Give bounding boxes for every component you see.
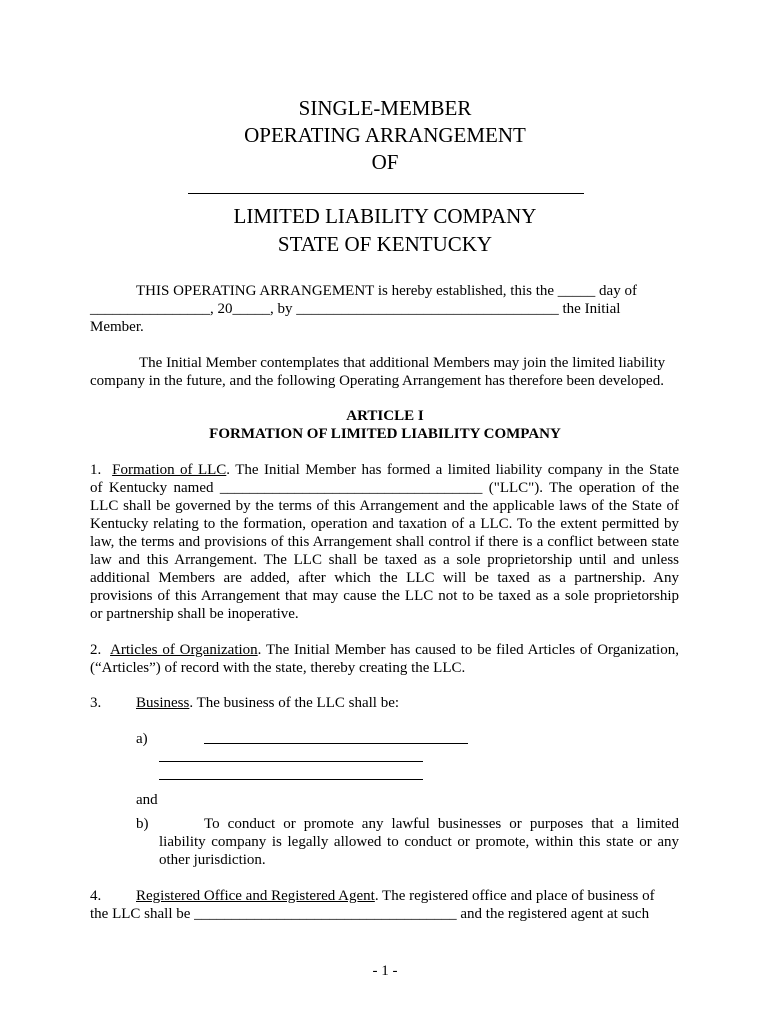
section-3-line-1 [136, 694, 399, 712]
and-text: and [136, 792, 158, 808]
section-1-line-6: law and this Arrangement. The LLC shall be taxed as a sole proprietorship until and unless [90, 552, 679, 568]
section-2-line-1 [90, 641, 679, 659]
doc-title-line-4: LIMITED LIABILITY COMPANY [233, 204, 537, 228]
para2-line-1: The Initial Member contemplates that additional Members may join the limited liability [139, 355, 666, 371]
section-2-line-1-text: . The Initial Member has caused to be filed Articles of Organization, [257, 642, 679, 658]
section-1-line-8: provisions of this Arrangement that may cause the LLC not to be taxed as a sole proprietorship [90, 588, 679, 604]
section-4-title: Registered Office and Registered Agent [136, 888, 375, 904]
section-1-line-2: of Kentucky named ___________________________________ ("LLC"). The operation of the [90, 480, 679, 496]
section-4-line-1 [136, 887, 655, 905]
doc-title-line-3: OF [371, 150, 399, 174]
article-subheading: FORMATION OF LIMITED LIABILITY COMPANY [209, 426, 561, 442]
para2-line-2: company in the future, and the following Operating Arrangement has therefore been developed. [90, 373, 664, 389]
intro-line-3: Member. [90, 319, 144, 335]
section-1-line-3: LLC shall be governed by the terms of this Arrangement and the applicable laws of the State of [90, 498, 679, 514]
intro-line-2: ________________, 20_____, by ___________________________________ the Initial [90, 301, 621, 317]
section-4-line-1-text: . The registered office and place of business of [374, 888, 655, 904]
article-heading: ARTICLE I [346, 408, 424, 424]
item-a-blank-line-3 [159, 779, 423, 780]
doc-title-line-1: SINGLE-MEMBER [298, 96, 472, 120]
section-3-line-1-text: . The business of the LLC shall be: [189, 695, 400, 711]
section-1-line-7: additional Members are added, after which the LLC will be taxed as a partnership. Any [90, 570, 679, 586]
section-3-title: Business [136, 695, 190, 711]
section-1-line-5: law, the terms and provisions of this Arrangement shall control if there is a conflict between state [90, 534, 679, 550]
section-2-line-2: (“Articles”) of record with the state, thereby creating the LLC. [90, 660, 466, 676]
section-3-number: 3. [90, 695, 102, 711]
section-2-number: 2. [90, 642, 102, 658]
section-4-line-2: the LLC shall be ___________________________________ and the registered agent at such [90, 906, 650, 922]
item-b-line-1: To conduct or promote any lawful businesses or purposes that a limited [204, 816, 679, 832]
section-1-line-1-text: . The Initial Member has formed a limited liability company in the State [226, 462, 679, 478]
section-1-line-9: or partnership shall be inoperative. [90, 606, 299, 622]
section-1-number: 1. [90, 462, 102, 478]
section-4-number: 4. [90, 888, 102, 904]
section-1-line-4: Kentucky relating to the formation, operation and taxation of a LLC. To the extent permitted by [90, 516, 679, 532]
item-a-label: a) [136, 731, 148, 747]
intro-line-1: THIS OPERATING ARRANGEMENT is hereby established, this the _____ day of [136, 283, 637, 299]
doc-title-line-2: OPERATING ARRANGEMENT [244, 123, 526, 147]
item-a-blank-line-2 [159, 761, 423, 762]
item-a-blank-line-1 [204, 743, 468, 744]
item-b-label: b) [136, 816, 149, 832]
page-number: - 1 - [372, 963, 398, 979]
section-2-title: Articles of Organization [110, 642, 258, 658]
item-b-line-2: liability company is legally allowed to conduct or promote, within this state or any [159, 834, 679, 850]
section-1-line-1 [90, 461, 679, 479]
section-1-title: Formation of LLC [112, 462, 227, 478]
company-name-blank-line [188, 193, 584, 194]
doc-title-line-5: STATE OF KENTUCKY [277, 232, 493, 256]
item-b-line-3: other jurisdiction. [159, 852, 266, 868]
